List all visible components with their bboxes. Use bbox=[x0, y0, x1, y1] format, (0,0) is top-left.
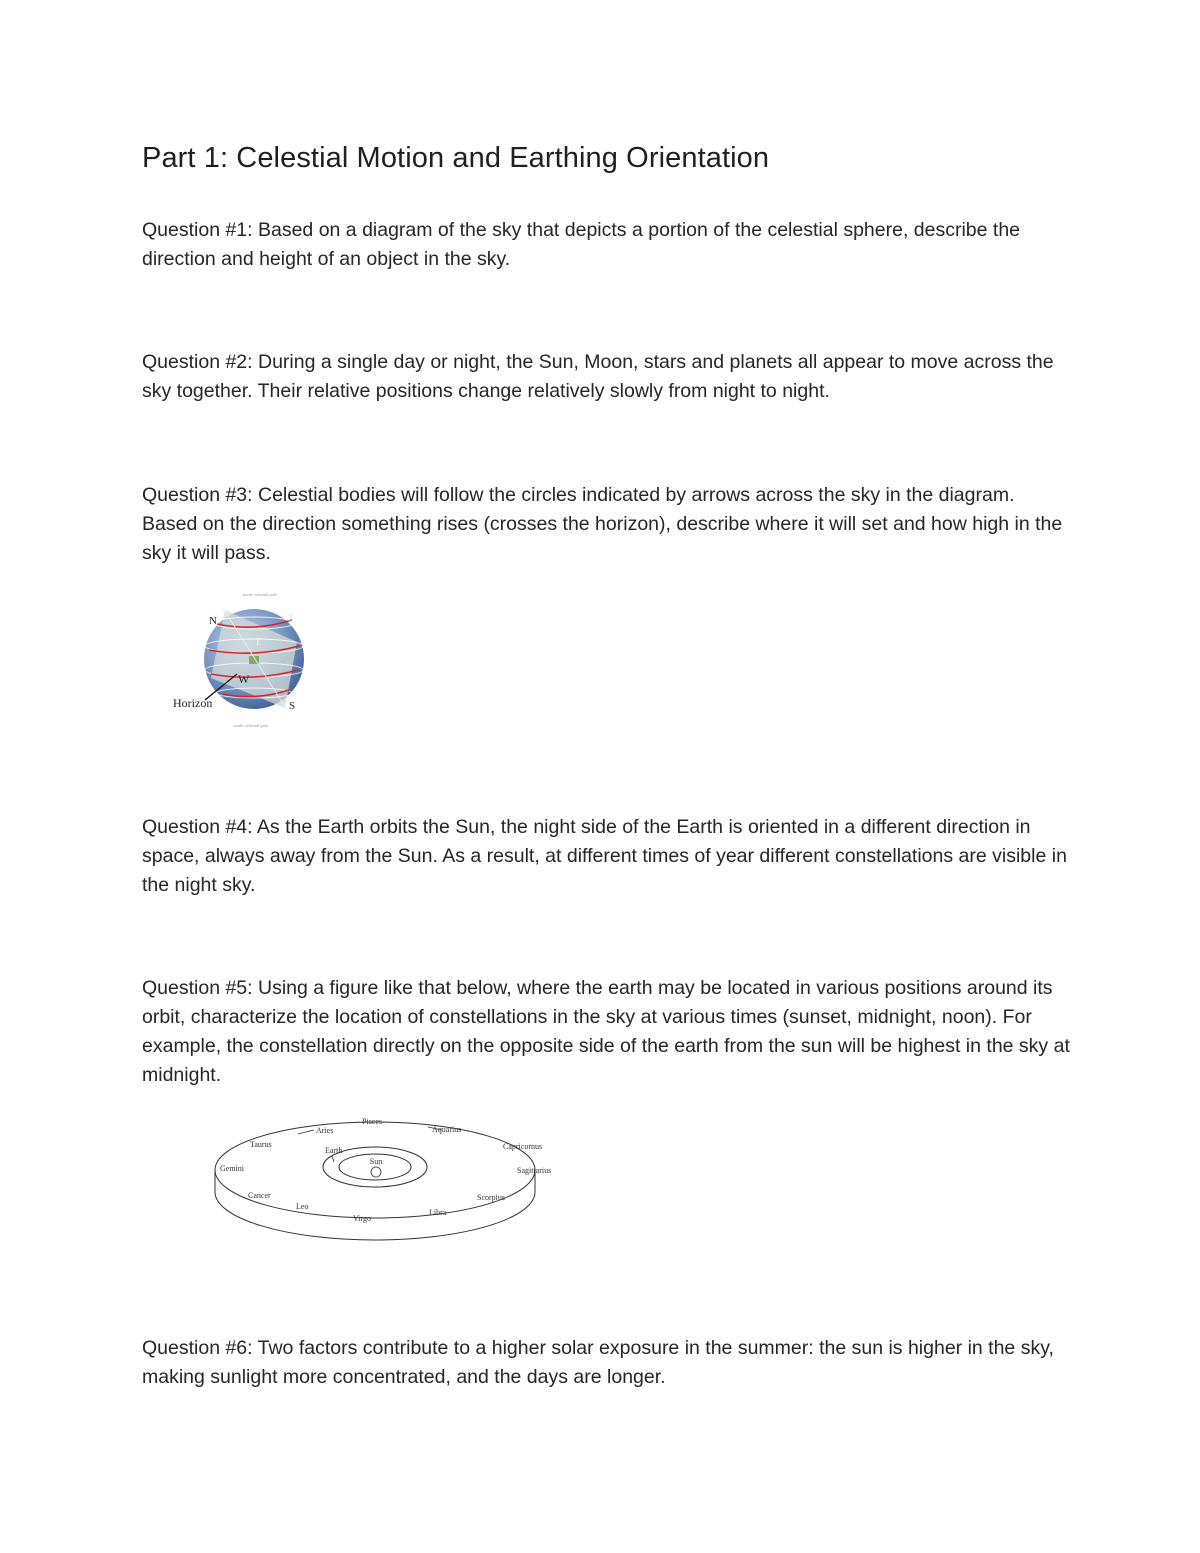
page-title: Part 1: Celestial Motion and Earthing Orientation bbox=[142, 142, 770, 174]
constellation-aries: Aries bbox=[316, 1126, 334, 1135]
celestial-sphere-figure bbox=[165, 590, 315, 735]
question-4: Question #4: As the Earth orbits the Sun, the night side of the Earth is oriented in a different direction in space, always away from the Sun. As a result, at different times of year different constellations are visible in the night sky. bbox=[142, 816, 1067, 896]
label-pole-z: Z bbox=[288, 613, 294, 623]
zodiac-orbit-figure bbox=[210, 1112, 570, 1252]
label-west: W bbox=[238, 672, 250, 686]
earth-pointer bbox=[332, 1156, 334, 1162]
question-5: Question #5: Using a figure like that below, where the earth may be located in various positions around its orbit, characterize the location of constellations in the sky at various times (sunset, midnight, noon). For example, the constellation directly on the opposite side of the earth from the sun will be highest in the sky at midnight. bbox=[142, 977, 1070, 1086]
constellation-cancer: Cancer bbox=[248, 1191, 271, 1200]
constellation-leo: Leo bbox=[296, 1202, 309, 1211]
label-horizon: Horizon bbox=[173, 696, 213, 710]
constellation-capricornus: Capricornus bbox=[503, 1142, 543, 1151]
constellation-aquarius: Aquarius bbox=[432, 1125, 462, 1134]
question-3: Question #3: Celestial bodies will follow the circles indicated by arrows across the sky in the diagram. Based on the direction something rises (crosses the horizon), describe where it will set and how high in the sky it will pass. bbox=[142, 484, 1063, 564]
ring-arrow-1 bbox=[298, 1130, 314, 1134]
south-pole-caption: south celestial pole bbox=[233, 723, 269, 728]
constellation-scorpius: Scorpius bbox=[477, 1193, 505, 1202]
constellation-libra: Libra bbox=[429, 1208, 447, 1217]
north-pole-caption: north celestial pole bbox=[242, 592, 278, 597]
label-south: S bbox=[289, 700, 296, 712]
constellation-taurus: Taurus bbox=[250, 1140, 272, 1149]
label-north: N bbox=[209, 615, 217, 627]
constellation-gemini: Gemini bbox=[220, 1164, 244, 1173]
constellation-virgo: Virgo bbox=[353, 1214, 372, 1223]
constellation-sagittarius: Sagittarius bbox=[517, 1166, 552, 1175]
question-1: Question #1: Based on a diagram of the sky that depicts a portion of the celestial sphere, describe the direction and height of an object in the sky. bbox=[142, 219, 1021, 270]
constellation-pisces: Pisces bbox=[362, 1117, 382, 1126]
question-6: Question #6: Two factors contribute to a higher solar exposure in the summer: the sun is higher in the sky, making sunlight more concentrated, and the days are longer. bbox=[142, 1337, 1054, 1388]
earth-label: Earth bbox=[325, 1146, 343, 1155]
sun-label: Sun bbox=[369, 1157, 383, 1166]
sun-marker bbox=[371, 1167, 381, 1177]
question-2: Question #2: During a single day or night, the Sun, Moon, stars and planets all appear to move across the sky together. Their relative positions change relatively slowly from night to night. bbox=[142, 351, 1054, 402]
label-east: E bbox=[256, 637, 263, 648]
